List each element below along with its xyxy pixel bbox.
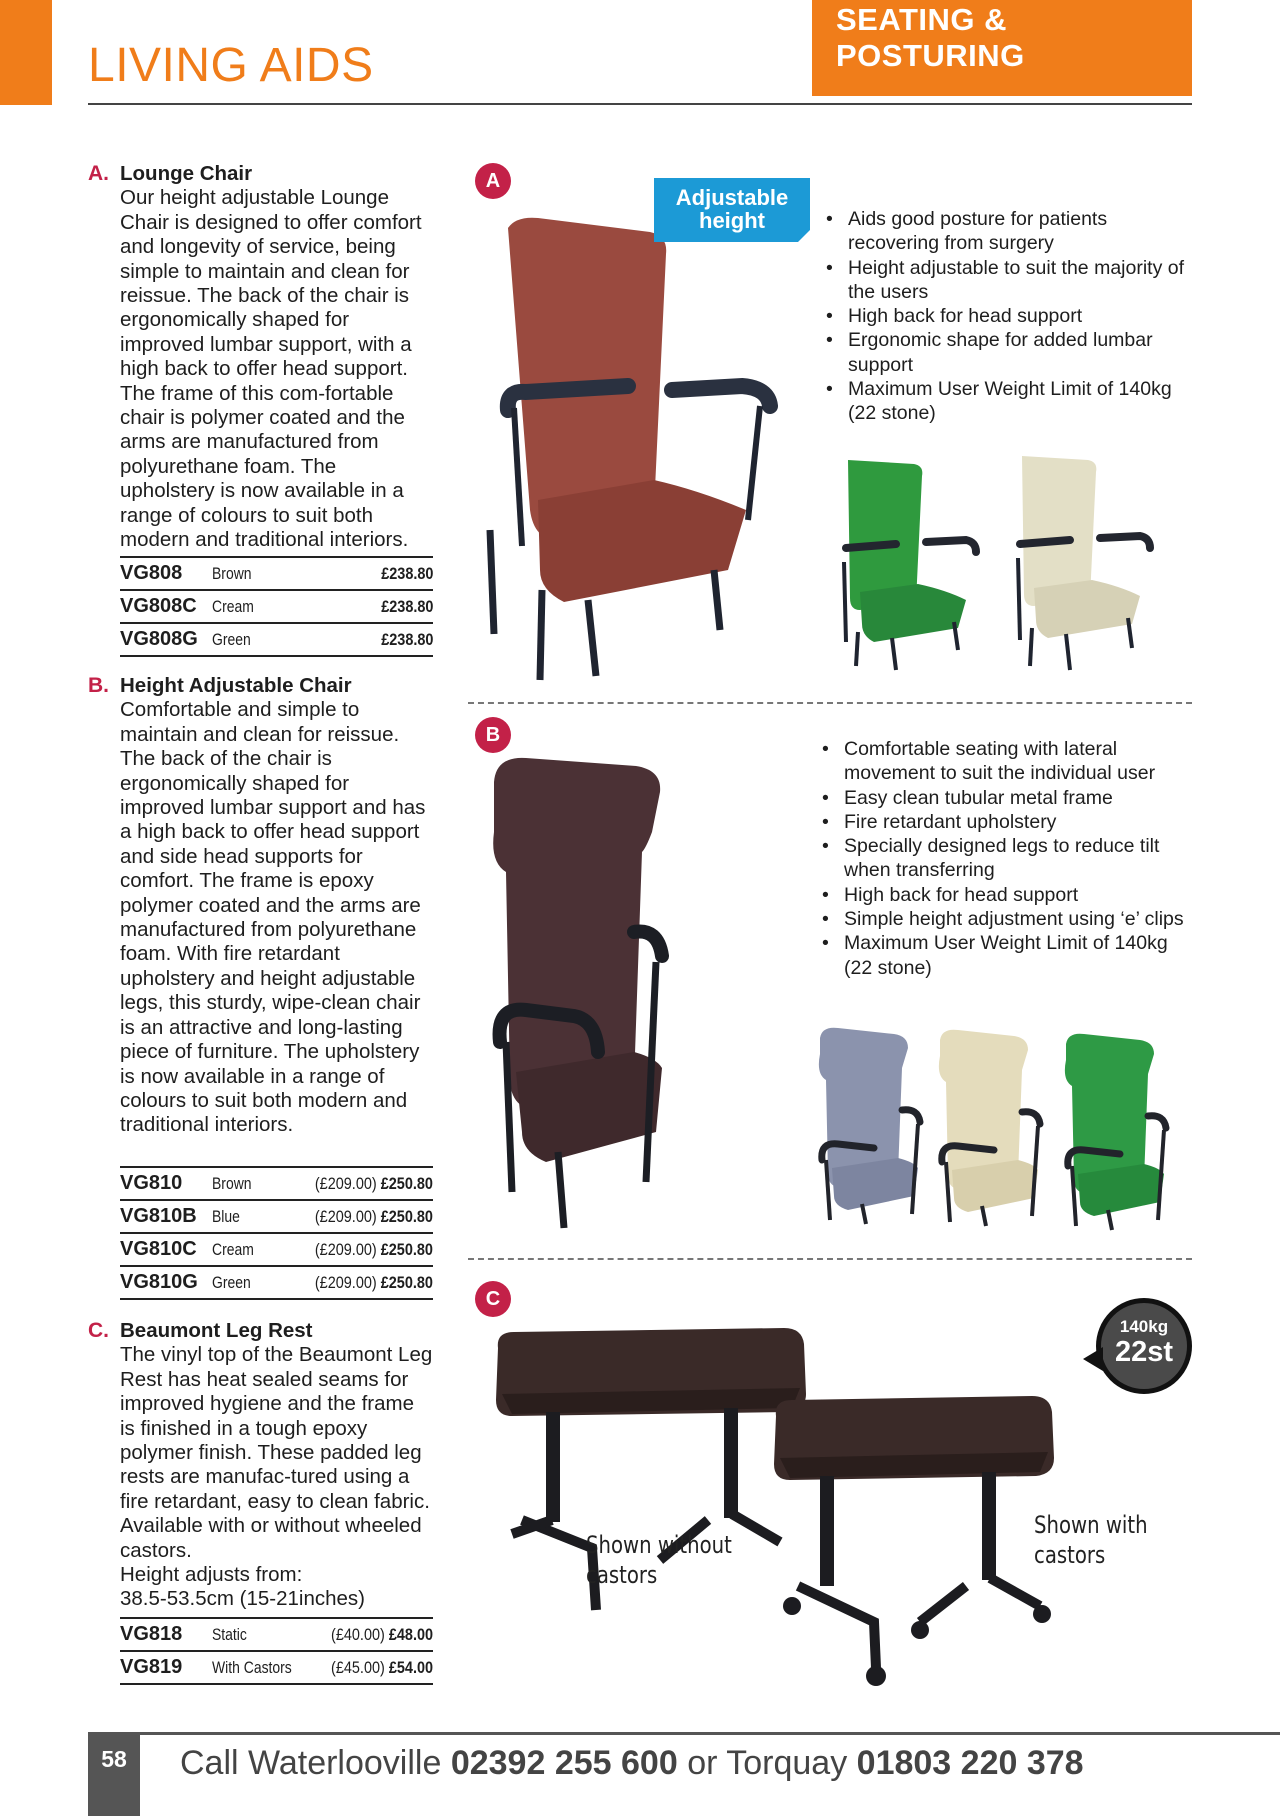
footer-contact (180, 1744, 1084, 1783)
product-colour: With Castors (212, 1657, 292, 1677)
price-value: £238.80 (380, 563, 433, 583)
price-row (120, 1619, 433, 1652)
product-b-letter: B. (88, 674, 109, 697)
product-c-price-table (120, 1617, 433, 1685)
weight-stone: 22st (1114, 1336, 1174, 1368)
call-prefix: Call Waterlooville (180, 1744, 442, 1782)
price-row (120, 624, 433, 657)
corner-tab (0, 0, 52, 105)
product-code: VG818 (120, 1623, 183, 1645)
product-price (381, 630, 433, 650)
product-c-name: Beaumont Leg Rest (120, 1319, 313, 1342)
weight-limit-badge (1096, 1298, 1192, 1394)
height-adjustable-chair-brown-photo (486, 752, 666, 1232)
caption-without-castors: Shown without castors (586, 1531, 732, 1589)
product-b-price-table (120, 1166, 433, 1300)
product-code: VG810G (120, 1271, 198, 1293)
price-value: £238.80 (380, 596, 433, 616)
section-divider (468, 1258, 1192, 1260)
product-b-text (88, 674, 433, 1138)
height-adjustable-chair-blue-photo (814, 1024, 934, 1224)
adjustable-height-banner: Adjustable height (654, 178, 810, 242)
product-c-text (88, 1319, 433, 1612)
price-old: (£45.00) (330, 1657, 385, 1677)
feature-item: • Maximum User Weight Limit of 140kg (22 stone) (824, 377, 1184, 426)
lounge-chair-green-photo (836, 452, 986, 672)
feature-item: • Ergonomic shape for added lumbar support (824, 328, 1184, 377)
product-code: VG810 (120, 1172, 183, 1194)
feature-item: • Simple height adjustment using ‘e’ clips (820, 907, 1190, 931)
product-price (381, 597, 433, 617)
price-value: £250.80 (380, 1206, 433, 1226)
category-banner (812, 0, 1192, 96)
product-b-name: Height Adjustable Chair (120, 674, 352, 697)
category-title: SEATING & POSTURING (836, 2, 1025, 73)
footer-rule (88, 1732, 1280, 1735)
product-c-description: The vinyl top of the Beaumont Leg Rest has heat sealed seams for improved hygiene and the frame is finished in a tough epoxy polymer finish. These padded leg rests are manufac-tured using a fire retardant, easy to clean fabric. Available with or without wheeled castors. (120, 1343, 433, 1562)
price-value: £48.00 (388, 1624, 433, 1644)
feature-item: • Specially designed legs to reduce tilt when transferring (820, 834, 1190, 883)
feature-item: • Comfortable seating with lateral movement to suit the individual user (820, 737, 1190, 786)
price-row (120, 1168, 433, 1201)
price-row (120, 1267, 433, 1300)
phone-waterlooville: 02392 255 600 (450, 1744, 678, 1782)
price-value: £54.00 (388, 1657, 433, 1677)
product-price (315, 1207, 433, 1227)
feature-item: • Fire retardant upholstery (820, 810, 1190, 834)
product-code: VG808G (120, 628, 198, 650)
height-adjustable-chair-green-photo (1060, 1030, 1184, 1230)
product-a-letter: A. (88, 162, 109, 185)
product-a-features (824, 207, 1184, 426)
price-old: (£40.00) (330, 1624, 385, 1644)
product-c-height-value: 38.5-53.5cm (15-21inches) (120, 1587, 365, 1611)
product-a-badge: A (475, 163, 511, 199)
weight-kg: 140kg (1119, 1317, 1169, 1336)
product-colour: Static (212, 1624, 247, 1644)
caption-with-castors: Shown with castors (1034, 1511, 1148, 1569)
product-a-text (88, 162, 433, 553)
product-b-features (820, 737, 1190, 980)
product-a-price-table (120, 556, 433, 657)
product-code: VG808 (120, 562, 183, 584)
product-a-name: Lounge Chair (120, 162, 253, 185)
price-row (120, 1201, 433, 1234)
product-a-description: Our height adjustable Lounge Chair is designed to offer comfort and longevity of service, being simple to maintain and clean for reissue. The back of the chair is ergonomically shaped for improved lumbar support, with a high back to offer head support. The frame of this com-fortable chair is polymer coated and the arms are manufactured from polyurethane foam. The upholstery is now available in a range of colours to suit both modern and traditional interiors. (120, 186, 422, 552)
product-colour: Cream (212, 596, 254, 616)
product-colour: Brown (212, 563, 252, 583)
price-old: (£209.00) (314, 1206, 377, 1226)
feature-item: • High back for head support (824, 304, 1184, 328)
lounge-chair-brown-photo (478, 210, 778, 690)
product-price (331, 1658, 433, 1678)
price-row (120, 558, 433, 591)
phone-torquay: 01803 220 378 (856, 1744, 1084, 1782)
product-colour: Brown (212, 1173, 252, 1193)
product-price (331, 1625, 433, 1645)
section-title: LIVING AIDS (88, 39, 374, 92)
product-code: VG808C (120, 595, 197, 617)
section-divider (468, 702, 1192, 704)
product-colour: Blue (212, 1206, 240, 1226)
feature-item: • High back for head support (820, 883, 1190, 907)
product-price (381, 564, 433, 584)
product-colour: Cream (212, 1239, 254, 1259)
product-c-height-label: Height adjusts from: (120, 1563, 303, 1587)
product-code: VG810B (120, 1205, 197, 1227)
call-middle: or Torquay (687, 1744, 848, 1782)
product-c-badge: C (475, 1281, 511, 1317)
product-colour: Green (212, 629, 251, 649)
price-row (120, 591, 433, 624)
price-value: £250.80 (380, 1272, 433, 1292)
product-code: VG819 (120, 1656, 183, 1678)
price-value: £250.80 (380, 1173, 433, 1193)
product-price (315, 1240, 433, 1260)
feature-item: • Maximum User Weight Limit of 140kg (22 stone) (820, 931, 1190, 980)
price-value: £238.80 (380, 629, 433, 649)
price-row (120, 1652, 433, 1685)
page-number: 58 (88, 1732, 140, 1816)
lounge-chair-cream-photo (1010, 448, 1160, 672)
header-rule (88, 103, 1192, 105)
feature-item: • Height adjustable to suit the majority of the users (824, 256, 1184, 305)
feature-item: • Aids good posture for patients recovering from surgery (824, 207, 1184, 256)
price-old: (£209.00) (314, 1272, 377, 1292)
price-row (120, 1234, 433, 1267)
price-value: £250.80 (380, 1239, 433, 1259)
product-colour: Green (212, 1272, 251, 1292)
product-code: VG810C (120, 1238, 197, 1260)
leg-rest-castors-photo (770, 1392, 1060, 1688)
height-adjustable-chair-cream-photo (934, 1026, 1054, 1226)
feature-item: • Easy clean tubular metal frame (820, 786, 1190, 810)
price-old: (£209.00) (314, 1173, 377, 1193)
product-price (315, 1273, 433, 1293)
product-c-letter: C. (88, 1319, 109, 1342)
product-b-description: Comfortable and simple to maintain and clean for reissue. The back of the chair is ergonomically shaped for improved lumbar support and has a high back to offer head support and side head supports for comfort. The frame is epoxy polymer coated and the arms are manufactured from polyurethane foam. With fire retardant upholstery and height adjustable legs, this sturdy, wipe-clean chair is an attractive and long-lasting piece of furniture. The upholstery is now available in a range of colours to suit both modern and traditional interiors. (120, 698, 426, 1137)
product-price (315, 1174, 433, 1194)
price-old: (£209.00) (314, 1239, 377, 1259)
product-b-badge: B (475, 717, 511, 753)
